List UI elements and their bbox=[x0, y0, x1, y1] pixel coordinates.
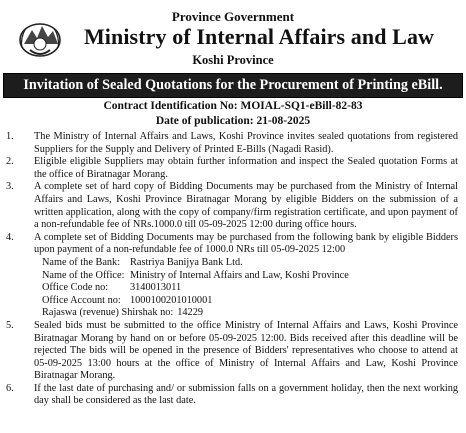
item-number: 5. bbox=[6, 319, 14, 331]
notice-title-banner: Invitation of Sealed Quotations for the Procurement of Printing eBill. bbox=[3, 73, 463, 98]
list-item bbox=[6, 320, 458, 383]
contract-identification: Contract Identification No: MOIAL-SQ1-eBill-82-83 bbox=[103, 100, 363, 112]
bank-revenue-label: Rajaswa (revenue) Shirshak no: bbox=[42, 307, 174, 319]
list-item bbox=[6, 131, 458, 156]
bank-code-value: 3140013011 bbox=[130, 282, 182, 294]
bank-account-label: Office Account no: bbox=[42, 294, 121, 306]
ministry-heading: Ministry of Internal Affairs and Law bbox=[83, 24, 435, 49]
bank-name-row bbox=[34, 257, 458, 270]
bank-office-value: Ministry of Internal Affairs and Law, Koshi Province bbox=[130, 269, 349, 281]
publication-date: Date of publication: 21-08-2025 bbox=[155, 115, 311, 127]
item-text: Sealed bids must be submitted to the office Ministry of Internal Affairs and Laws, Koshi Province Biratnagar Morang by hand on or before 05-09-2025 12:00. Bids received after this deadline will be rejected The bids will be opened in the presence of Bidders' representatives who choose to attend at 05-09-2025 13:00 hours at the office of Ministry of Internal Affairs and Law, Koshi Province Biratnagar Morang. bbox=[34, 319, 458, 382]
bank-office-label: Name of the Office: bbox=[42, 269, 125, 281]
list-item bbox=[6, 181, 458, 231]
list-item bbox=[6, 383, 458, 408]
item-text: Eligible eligible Suppliers may obtain further information and inspect the Sealed quotation Forms at the office of Biratnagar Morang. bbox=[34, 156, 458, 180]
item-number: 2. bbox=[6, 156, 14, 168]
item-text: A complete set of hard copy of Bidding Documents may be purchased from the Ministry of Internal Affairs and Laws, Koshi Province Biratnagar Morang by eligible Bidders on the submission of a written application, along with the copy of company/firm registration certificate, and upon payment of a non-refundable fee of NRs.1000.0 till 05-09-2025 12:00 during office hours. bbox=[34, 181, 458, 231]
bank-name-value: Rastriya Banijya Bank Ltd. bbox=[130, 256, 243, 268]
bank-code-label: Office Code no: bbox=[42, 282, 109, 294]
item-text: The Ministry of Internal Affairs and Laws, Koshi Province invites sealed quotations from registered Suppliers for the Supply and Delivery of Printed E-Bills (Nagadi Rasid). bbox=[34, 131, 458, 155]
bank-details bbox=[34, 257, 458, 320]
bank-office-row bbox=[34, 270, 458, 283]
notice-items bbox=[6, 131, 458, 408]
list-item bbox=[6, 232, 458, 320]
item-text: A complete set of Bidding Documents may be purchased from the following bank by eligible Bidders upon payment of a non-refundable fee of 1000.0 NRs till 05-09-2025 12:00 bbox=[34, 231, 458, 256]
item-number: 4. bbox=[6, 231, 14, 243]
list-item bbox=[6, 156, 458, 181]
bank-name-label: Name of the Bank: bbox=[42, 256, 121, 268]
bank-revenue-row bbox=[34, 307, 458, 320]
item-text: If the last date of purchasing and/ or submission falls on a government holiday, then the next working day shall be considered as the last date. bbox=[34, 382, 458, 407]
notice-header bbox=[6, 0, 460, 70]
bank-account-row bbox=[34, 295, 458, 308]
bank-account-value: 1000100201010001 bbox=[130, 294, 213, 306]
bank-code-row bbox=[34, 282, 458, 295]
bank-revenue-value: 14229 bbox=[177, 307, 203, 319]
item-number: 3. bbox=[6, 181, 14, 193]
item-number: 1. bbox=[6, 131, 14, 142]
province-heading: Koshi Province bbox=[192, 53, 274, 67]
province-government-heading: Province Government bbox=[171, 9, 295, 24]
item-number: 6. bbox=[6, 382, 14, 394]
